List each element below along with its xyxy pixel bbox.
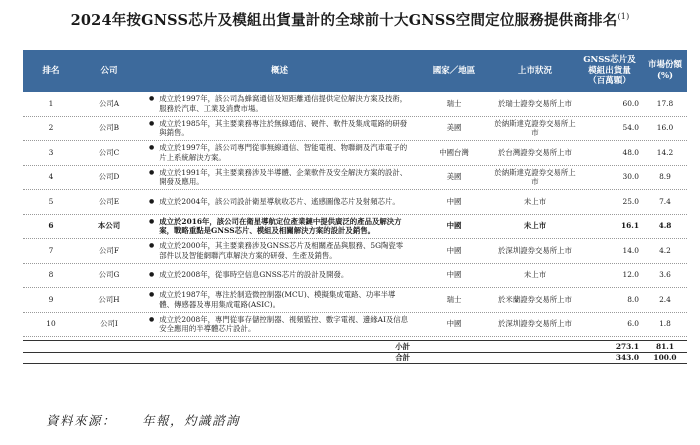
description-text: 成立於1987年，專注於制造微控制器(MCU)、模擬集成電路、功率半導體、傳感器及專用集成電路(ASIC)。	[159, 290, 396, 309]
cell-description	[139, 215, 416, 239]
cell-region: 中國	[446, 319, 462, 329]
cell-rank: 10	[46, 319, 56, 329]
header-region: 國家／地區	[432, 65, 476, 76]
cell-region: 中國	[446, 270, 462, 280]
cell-description	[139, 264, 416, 288]
cell-description	[139, 239, 416, 263]
cell-company: 公司I	[100, 319, 118, 329]
table-row	[23, 117, 687, 142]
cell-shipments: 8.0	[627, 294, 639, 304]
header-description: 概述	[270, 65, 288, 76]
cell-market-share: 16.0	[656, 123, 674, 133]
total-share: 100.0	[653, 353, 677, 363]
header-shipments-label: GNSS芯片及模組出貨量	[583, 55, 636, 76]
total-row	[23, 352, 687, 364]
table-row	[23, 215, 687, 240]
header-listing: 上市狀況	[517, 65, 552, 76]
cell-shipments: 54.0	[622, 123, 639, 133]
header-shipments-unit: （百萬顆）	[588, 76, 631, 87]
table-row	[23, 166, 687, 191]
cell-region: 瑞士	[446, 98, 462, 108]
header-shipments	[578, 50, 643, 92]
cell-rank: 4	[48, 172, 54, 182]
subtotal-row	[23, 340, 687, 352]
header-market-share: 市場份額(%)	[647, 60, 682, 81]
cell-description	[139, 313, 416, 337]
source-label: 資料來源：	[46, 413, 117, 428]
bullet-icon: ●	[149, 197, 155, 205]
bullet-icon: ●	[149, 119, 155, 127]
bullet-icon: ●	[149, 217, 155, 225]
table-header	[23, 50, 687, 92]
description-text: 成立於2008年，專門從事存儲控制器、視頻監控、數字電視、邊緣AI及信息安全應用的半導體芯片設計。	[159, 314, 409, 334]
cell-listing: 於深圳證券交易所上市	[498, 245, 572, 255]
subtotal-label: 小計	[395, 341, 410, 351]
cell-company: 公司F	[99, 245, 119, 255]
cell-company: 公司A	[98, 98, 120, 108]
cell-listing: 於米蘭證券交易所上市	[498, 294, 572, 304]
description-text: 成立於1997年，該公司為蜂窩通信及短距離通信提供定位解決方案及技術，服務於汽車、工業及消費市場。	[159, 94, 408, 113]
description-text: 成立於1997年，該公司專門從事無線通信、智能電視、物聯網及汽車電子的片上系統解決方案。	[159, 143, 408, 162]
bullet-icon: ●	[149, 144, 155, 152]
description-text: 成立於2016年，該公司在衛星導航定位產業鏈中提供廣泛的產品及解決方案，戰略重點是GNSS芯片、模組及相關解決方案的設計及銷售。	[159, 216, 402, 236]
cell-company: 公司E	[98, 196, 120, 206]
cell-region: 中國	[446, 221, 462, 231]
header-rank: 排名	[42, 65, 60, 76]
cell-rank: 8	[48, 270, 54, 280]
cell-company: 公司B	[98, 123, 120, 133]
cell-rank: 7	[48, 245, 54, 255]
cell-company: 公司G	[98, 270, 120, 280]
description-text: 成立於2008年，從事時空信息GNSS芯片的設計及開發。	[159, 270, 349, 280]
cell-market-share: 7.4	[659, 196, 671, 206]
cell-listing: 於納斯達克證券交易所上市	[494, 118, 576, 138]
cell-rank: 1	[48, 98, 54, 108]
table-body	[23, 92, 687, 337]
cell-shipments: 12.0	[622, 270, 639, 280]
table-row	[23, 313, 687, 338]
cell-description	[139, 117, 416, 141]
header-company: 公司	[100, 65, 118, 76]
cell-listing: 未上市	[523, 270, 547, 280]
cell-company: 公司H	[98, 294, 120, 304]
cell-description	[139, 141, 416, 165]
cell-company: 公司C	[98, 147, 120, 157]
cell-shipments: 14.0	[622, 245, 639, 255]
cell-listing: 於深圳證券交易所上市	[498, 319, 572, 329]
cell-shipments: 16.1	[620, 221, 639, 231]
cell-listing: 於台灣證券交易所上市	[498, 147, 572, 157]
cell-market-share: 17.8	[656, 98, 674, 108]
table-row	[23, 288, 687, 313]
bullet-icon: ●	[149, 291, 155, 299]
total-shipments: 343.0	[615, 353, 639, 363]
cell-listing: 未上市	[523, 221, 547, 231]
cell-company: 本公司	[97, 221, 121, 231]
title-footnote-marker: (1)	[617, 12, 630, 22]
cell-description	[139, 190, 416, 214]
bullet-icon: ●	[149, 271, 155, 279]
cell-rank: 5	[48, 196, 54, 206]
cell-description	[139, 166, 416, 190]
cell-region: 美國	[446, 172, 462, 182]
title-text: 2024年按GNSS芯片及模組出貨量計的全球前十大GNSS空間定位服務提供商排名	[70, 12, 618, 29]
description-text: 成立於2004年，該公司設計衛星導航收芯片、遙感圖像芯片及射頻芯片。	[159, 196, 400, 206]
table-row	[23, 92, 687, 117]
cell-market-share: 14.2	[656, 147, 674, 157]
cell-shipments: 48.0	[622, 147, 639, 157]
bullet-icon: ●	[149, 168, 155, 176]
cell-rank: 3	[48, 147, 54, 157]
description-text: 成立於2000年，其主要業務涉及GNSS芯片及相關產品與服務、5G陶瓷零部件以及智能網聯汽車解決方案的研發、生產及銷售。	[159, 241, 404, 260]
cell-market-share: 4.8	[658, 221, 672, 231]
cell-listing: 未上市	[523, 196, 547, 206]
cell-region: 瑞士	[446, 294, 462, 304]
cell-rank: 2	[48, 123, 54, 133]
cell-region: 中國	[446, 196, 462, 206]
cell-company: 公司D	[98, 172, 120, 182]
bullet-icon: ●	[149, 95, 155, 103]
cell-rank: 9	[48, 294, 54, 304]
cell-description	[139, 288, 416, 312]
bullet-icon: ●	[149, 315, 155, 323]
cell-shipments: 30.0	[622, 172, 639, 182]
table-row	[23, 141, 687, 166]
description-text: 成立於1991年，其主要業務涉及半導體、企業軟件及安全解決方案的設計、開發及應用。	[159, 167, 408, 187]
cell-region: 中國	[446, 245, 462, 255]
cell-shipments: 60.0	[622, 98, 639, 108]
description-text: 成立於1985年，其主要業務專注於無線通信、硬件、軟件及集成電路的研發與銷售。	[159, 118, 408, 138]
ranking-table	[23, 50, 687, 364]
cell-description	[139, 92, 416, 116]
cell-listing: 於瑞士證券交易所上市	[498, 98, 572, 108]
cell-shipments: 25.0	[622, 196, 639, 206]
bullet-icon: ●	[149, 242, 155, 250]
cell-market-share: 2.4	[659, 294, 671, 304]
table-row	[23, 190, 687, 215]
cell-market-share: 4.2	[659, 245, 671, 255]
subtotal-shipments: 273.1	[615, 341, 639, 351]
table-row	[23, 264, 687, 289]
source-note	[46, 411, 240, 429]
cell-market-share: 1.8	[659, 319, 671, 329]
cell-region: 中國台灣	[439, 147, 469, 157]
subtotal-share: 81.1	[655, 341, 674, 351]
cell-shipments: 6.0	[627, 319, 639, 329]
page-title	[0, 9, 700, 30]
source-text: 年報，灼識諮詢	[142, 413, 241, 428]
cell-listing: 於納斯達克證券交易所上市	[494, 167, 576, 187]
table-row	[23, 239, 687, 264]
cell-market-share: 3.6	[659, 270, 671, 280]
cell-rank: 6	[48, 221, 54, 231]
cell-region: 美國	[446, 123, 462, 133]
total-label: 合計	[395, 353, 410, 363]
cell-market-share: 8.9	[659, 172, 671, 182]
